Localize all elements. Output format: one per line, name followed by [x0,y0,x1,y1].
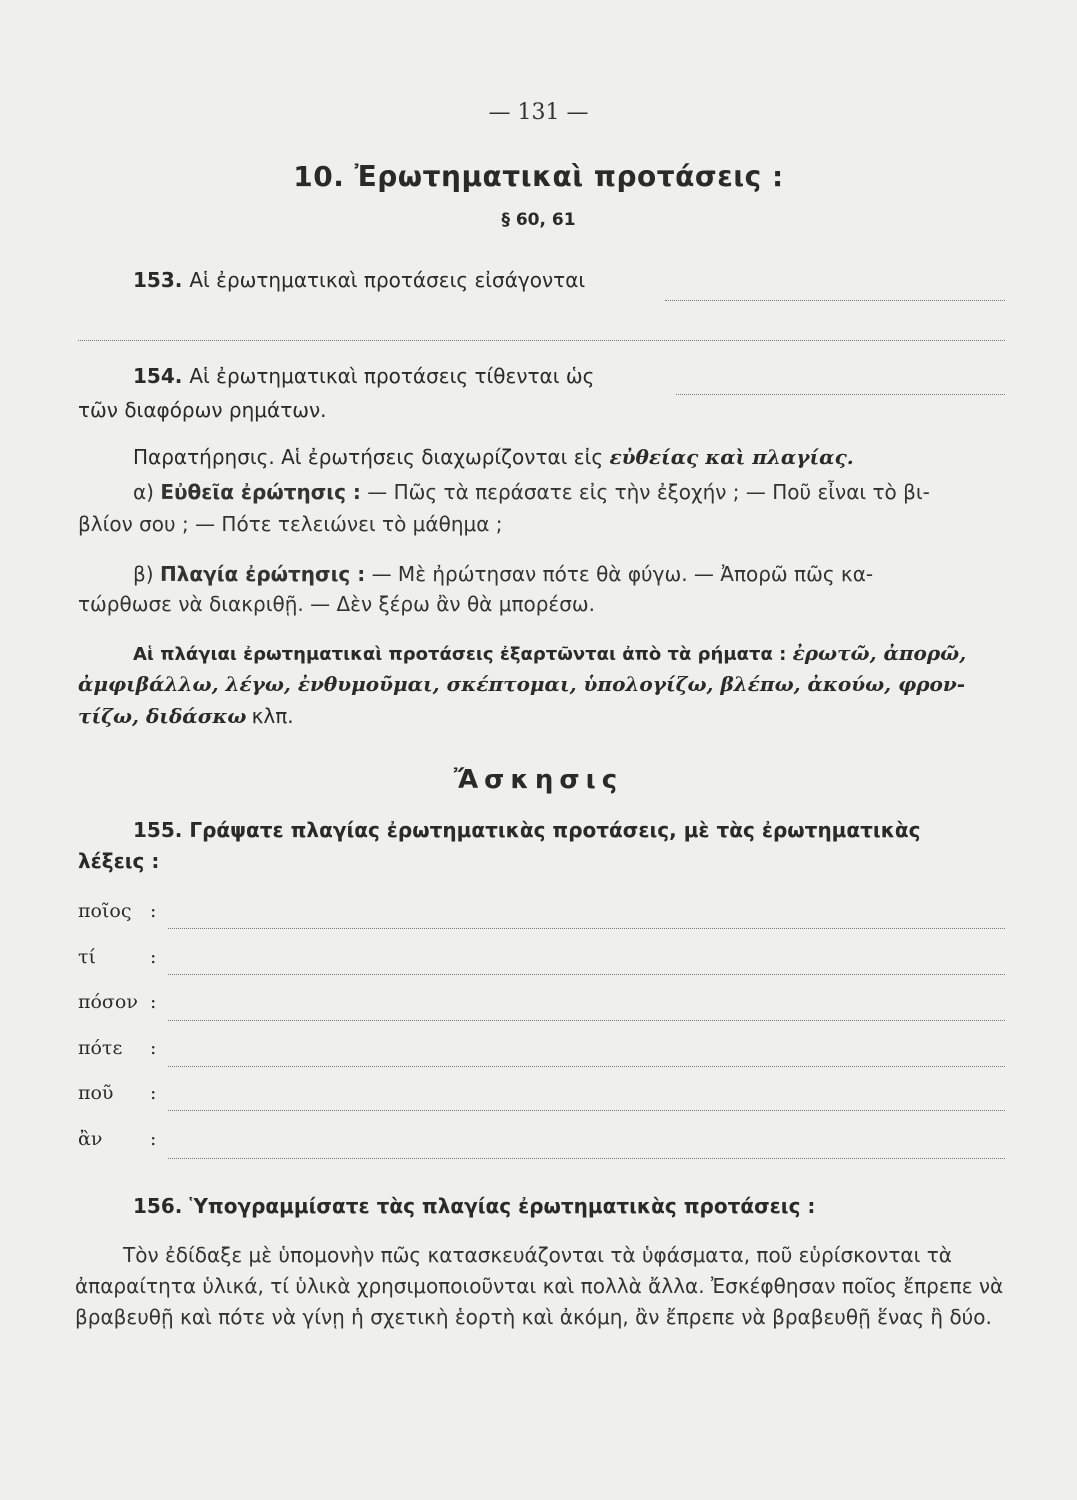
verbs-etc: κλπ. [251,704,294,728]
verbs-line-1 [133,641,966,665]
word-label: πότε [78,1037,123,1059]
question-text: Αἱ ἐρωτηματικαὶ προτάσεις εἰσάγονται [189,268,586,292]
exercise-passage: Τὸν ἐδίδαξε μὲ ὑπομονὴν πῶς κατασκευάζονται τὰ ὑφάσματα, ποῦ εὑρίσκονται τὰ ἀπαραίτητα ὑλικά, τί ὑλικὰ χρησιμοποιοῦνται καὶ πολλὰ ἄλλα. Ἐσκέφθησαν ποῖος ἔπρεπε νὰ βραβευθῇ καὶ πότε νὰ γίνῃ ἡ σχετικὴ ἑορτὴ καὶ ἀκόμη, ἂν ἔπρεπε νὰ βραβευθῇ ἕνας ἢ δύο. [75,1243,1004,1329]
answer-line[interactable] [168,1110,1005,1111]
answer-line[interactable] [168,1158,1005,1159]
word-colon: : [150,946,157,968]
word-colon: : [150,1128,157,1150]
word-colon: : [150,1037,157,1059]
indirect-question-line-1 [133,562,873,586]
alpha-label: Εὐθεῖα ἐρώτησις : [160,480,361,504]
answer-line[interactable] [168,928,1005,929]
verbs-intro: Αἱ πλάγιαι ἐρωτηματικαὶ προτάσεις ἐξαρτῶνται ἀπὸ τὰ ρήματα : [133,644,787,665]
note-italic: εὐθείας καὶ πλαγίας. [609,445,854,469]
answer-line[interactable] [168,974,1005,975]
direct-question-line-1 [133,480,930,504]
verbs-list-1: ἐρωτῶ, ἀπορῶ, [792,641,967,665]
note-line [133,445,854,469]
verbs-list-3: τίζω, διδάσκω [78,704,247,728]
verbs-line-3 [78,704,294,728]
word-label: ποῦ [78,1082,114,1104]
answer-line[interactable] [78,340,1005,341]
alpha-prefix: α) [133,480,154,504]
word-colon: : [150,900,157,922]
question-number: 156. [133,1194,183,1218]
word-label: τί [78,946,96,968]
question-153 [133,268,585,292]
answer-line[interactable] [168,1066,1005,1067]
alpha-text-1: — Πῶς τὰ περάσατε εἰς τὴν ἐξοχήν ; — Ποῦ εἶναι τὸ βι- [367,480,930,504]
question-156 [133,1194,815,1218]
chapter-title: 10. Ἐρωτηματικαὶ προτάσεις : [293,160,784,193]
word-label: ἂν [78,1128,103,1150]
indirect-question-line-2: τώρθωσε νὰ διακριθῇ. — Δὲν ξέρω ἂν θὰ μπορέσω. [78,592,596,616]
question-number: 153. [133,268,183,292]
question-number: 155. [133,818,183,842]
question-154 [133,364,594,388]
note-text: Αἱ ἐρωτήσεις διαχωρίζονται εἰς [281,445,604,469]
word-label: ποῖος [78,900,132,922]
answer-line[interactable] [676,394,1005,395]
question-text: Ὑπογραμμίσατε τὰς πλαγίας ἐρωτηματικὰς προτάσεις : [189,1194,816,1218]
question-155-continuation: λέξεις : [78,849,160,873]
beta-label: Πλαγία ἐρώτησις : [159,562,366,586]
answer-line[interactable] [665,300,1005,301]
question-text: Γράψατε πλαγίας ἐρωτηματικὰς προτάσεις, μὲ τὰς ἐρωτηματικὰς [189,818,921,842]
question-text: Αἱ ἐρωτηματικαὶ προτάσεις τίθενται ὡς [189,364,595,388]
section-reference: § 60, 61 [501,210,576,230]
word-colon: : [150,991,157,1013]
beta-prefix: β) [133,562,154,586]
beta-text-1: — Μὲ ἠρώτησαν πότε θὰ φύγω. — Ἀπορῶ πῶς κα- [371,562,874,586]
question-155 [133,818,921,842]
word-label: πόσον [78,991,138,1013]
word-colon: : [150,1082,157,1104]
verbs-line-2: ἀμφιβάλλω, λέγω, ἐνθυμοῦμαι, σκέπτομαι, ὑπολογίζω, βλέπω, ἀκούω, φρον- [78,672,966,696]
note-label: Παρατήρησις. [133,445,275,469]
direct-question-line-2: βλίον σου ; — Πότε τελειώνει τὸ μάθημα ; [78,512,503,536]
answer-line[interactable] [168,1020,1005,1021]
exercise-heading: Ἄσκησις [453,765,624,795]
question-number: 154. [133,364,183,388]
page-number: — 131 — [488,100,589,125]
question-154-continuation: τῶν διαφόρων ρημάτων. [78,398,327,422]
